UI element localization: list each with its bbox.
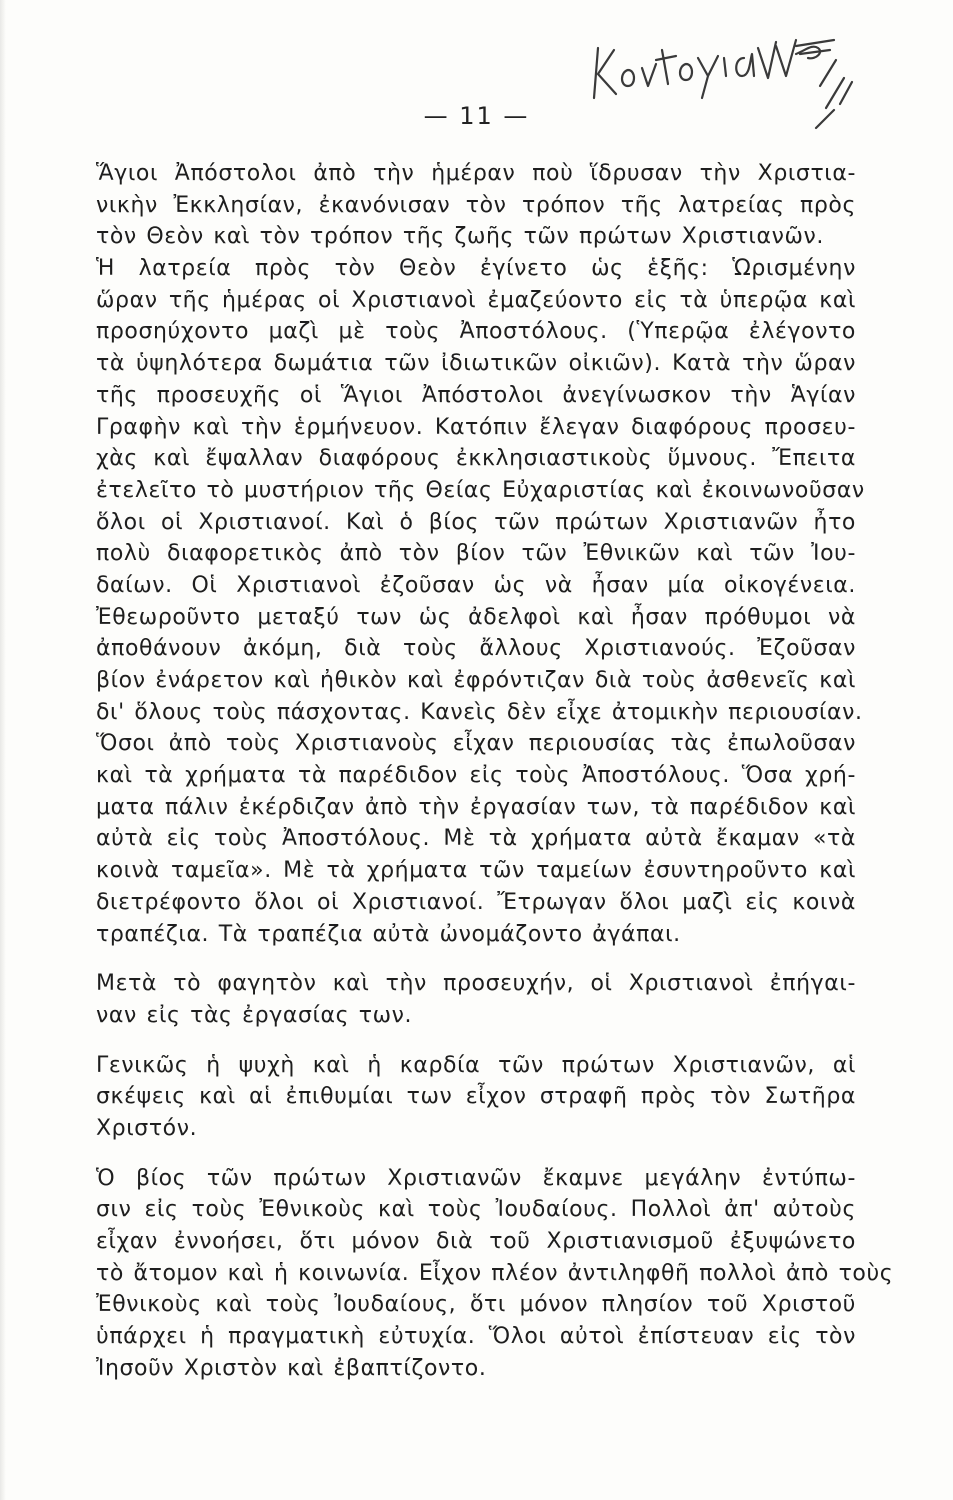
scan-edge-shadow: [0, 0, 6, 1500]
text-line: δαίων. Οἱ Χριστιανοὶ ἐζοῦσαν ὡς νὰ ἦσαν μία οἰκογένεια.: [96, 572, 856, 598]
text-line: τῆς προσευχῆς οἱ Ἅγιοι Ἀπόστολοι ἀνεγίνωσκον τὴν Ἁγίαν: [96, 382, 856, 408]
text-line: τραπέζια. Τὰ τραπέζια αὐτὰ ὠνομάζοντο ἀγάπαι.: [96, 921, 681, 947]
text-line: Γραφὴν καὶ τὴν ἑρμήνευον. Κατόπιν ἔλεγαν διαφόρους προσευ-: [96, 414, 856, 440]
text-line: βίον ἐνάρετον καὶ ἠθικὸν καὶ ἐφρόντιζαν διὰ τοὺς ἀσθενεῖς καὶ: [96, 668, 856, 693]
paragraph-gap: [96, 950, 856, 968]
text-line: ὅλοι οἱ Χριστιανοί. Καὶ ὁ βίος τῶν πρώτων Χριστιανῶν ἦτο: [96, 509, 856, 535]
text-line: Ἰησοῦν Χριστὸν καὶ ἐβαπτίζοντο.: [96, 1355, 487, 1381]
text-line: σκέψεις καὶ αἱ ἐπιθυμίαι των εἶχον στραφῆ πρὸς τὸν Σωτῆρα: [96, 1084, 856, 1110]
text-line: καὶ τὰ χρήματα τὰ παρέδιδον εἰς τοὺς Ἀποστόλους. Ὅσα χρή-: [96, 763, 856, 789]
text-line: Ὅσοι ἀπὸ τοὺς Χριστιανοὺς εἶχαν περιουσίας τὰς ἐπωλοῦσαν: [96, 731, 856, 757]
paragraph-3: [96, 968, 856, 1031]
paragraph-gap: [96, 1032, 856, 1050]
text-line: τὸ ἄτομον καὶ ἡ κοινωνία. Εἶχον πλέον ἀντιληφθῆ πολλοὶ ἀπὸ τοὺς: [96, 1260, 894, 1286]
text-line: Ἡ λατρεία πρὸς τὸν Θεὸν ἐγίνετο ὡς ἑξῆς: Ὡρισμένην: [96, 256, 856, 282]
page-number: — 11 —: [423, 102, 530, 130]
paragraph-5: [96, 1163, 894, 1385]
text-line: Ὁ βίος τῶν πρώτων Χριστιανῶν ἔκαμνε μεγάλην ἐντύπω-: [96, 1165, 856, 1191]
text-line: προσηύχοντο μαζὶ μὲ τοὺς Ἀποστόλους. (Ὑπερῷα ἐλέγοντο: [96, 319, 856, 345]
text-line: πολὺ διαφορετικὸς ἀπὸ τὸν βίον τῶν Ἐθνικῶν καὶ τῶν Ἰου-: [96, 541, 856, 567]
text-line: Ἐθεωροῦντο μεταξύ των ὡς ἀδελφοὶ καὶ ἦσαν πρόθυμοι νὰ: [96, 604, 856, 630]
text-line: εἶχαν ἐννοήσει, ὅτι μόνον διὰ τοῦ Χριστιανισμοῦ ἐξυψώνετο: [96, 1229, 856, 1254]
text-line: ὑπάρχει ἡ πραγματικὴ εὐτυχία. Ὅλοι αὐτοὶ ἐπίστευαν εἰς τὸν: [96, 1324, 856, 1350]
text-line: Ἅγιοι Ἀπόστολοι ἀπὸ τὴν ἡμέραν ποὺ ἵδρυσαν τὴν Χριστια-: [96, 161, 856, 186]
signature-drawing: [590, 20, 890, 150]
text-line: τὸν Θεὸν καὶ τὸν τρόπον τῆς ζωῆς τῶν πρώτων Χριστιανῶν.: [96, 224, 824, 250]
text-line: τὰ ὑψηλότερα δωμάτια τῶν ἰδιωτικῶν οἰκιῶν). Κατὰ τὴν ὥραν: [96, 351, 856, 377]
text-line: Γενικῶς ἡ ψυχὴ καὶ ἡ καρδία τῶν πρώτων Χριστιανῶν, αἱ: [96, 1052, 856, 1078]
paragraph-1: [96, 158, 856, 253]
text-line: Χριστόν.: [96, 1115, 198, 1141]
text-line: Μετὰ τὸ φαγητὸν καὶ τὴν προσευχήν, οἱ Χριστιανοὶ ἐπήγαι-: [96, 971, 856, 997]
text-line: ναν εἰς τὰς ἐργασίας των.: [96, 1002, 413, 1028]
paragraph-gap: [96, 1145, 856, 1163]
text-line: ὥραν τῆς ἡμέρας οἱ Χριστιανοὶ ἐμαζεύοντο εἰς τὰ ὑπερῷα καὶ: [96, 287, 856, 313]
text-line: διετρέφοντο ὅλοι οἱ Χριστιανοί. Ἔτρωγαν ὅλοι μαζὶ εἰς κοινὰ: [96, 889, 856, 915]
text-line: νικὴν Ἐκκλησίαν, ἐκανόνισαν τὸν τρόπον τῆς λατρείας πρὸς: [96, 192, 856, 218]
text-line: αὐτὰ εἰς τοὺς Ἀποστόλους. Μὲ τὰ χρήματα αὐτὰ ἔκαμαν «τὰ: [96, 826, 856, 852]
paragraph-2: [96, 253, 865, 950]
text-line: ἐτελεῖτο τὸ μυστήριον τῆς Θείας Εὐχαριστίας καὶ ἐκοινωνοῦσαν: [96, 477, 865, 503]
text-line: Ἐθνικοὺς καὶ τοὺς Ἰουδαίους, ὅτι μόνον πλησίον τοῦ Χριστοῦ: [96, 1292, 856, 1318]
text-line: χὰς καὶ ἔψαλλαν διαφόρους ἐκκλησιαστικοὺς ὕμνους. Ἔπειτα: [96, 446, 856, 472]
text-line: ἀποθάνουν ἀκόμη, διὰ τοὺς ἄλλους Χριστιανούς. Ἐζοῦσαν: [96, 636, 856, 662]
text-line: σιν εἰς τοὺς Ἐθνικοὺς καὶ τοὺς Ἰουδαίους. Πολλοὶ ἀπ' αὐτοὺς: [96, 1197, 856, 1223]
text-line: ματα πάλιν ἐκέρδιζαν ἀπὸ τὴν ἐργασίαν των, τὰ παρέδιδον καὶ: [96, 794, 856, 820]
body-text: [96, 158, 894, 1384]
text-line: δι' ὅλους τοὺς πάσχοντας. Κανεὶς δὲν εἶχε ἀτομικὴν περιουσίαν.: [96, 699, 863, 725]
text-line: κοινὰ ταμεῖα». Μὲ τὰ χρήματα τῶν ταμείων ἐσυντηροῦντο καὶ: [96, 858, 856, 884]
handwritten-signature: [590, 20, 890, 150]
paragraph-4: [96, 1050, 856, 1145]
